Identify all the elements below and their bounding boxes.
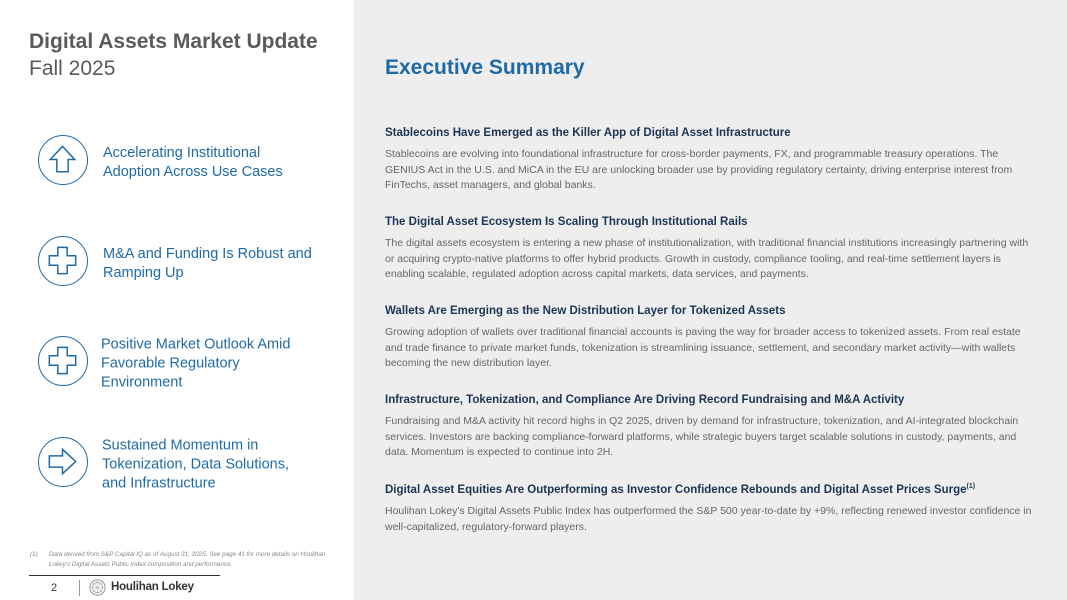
brand-name: Houlihan Lokey [111, 581, 194, 593]
summary-body: Fundraising and M&A activity hit record highs in Q2 2025, driven by demand for infrastructure, tokenization, and AI-integrated blockchain services. Investors are backing compliance-forward platforms, while strategic buyers target scalable solutions in custody, payments, and data. Momentum is expected to continue into 2H. [385, 415, 1019, 458]
theme-item-tokenization-momentum [38, 437, 338, 493]
summary-body: Growing adoption of wallets over traditional financial accounts is paving the way for broader access to tokenized assets. From real estate and trade finance to private market funds, tokenization is streamlining issuance, settlement, and secondary market activity—with wallets becoming the new distribution layer. [385, 326, 1021, 369]
left-panel [0, 0, 354, 600]
summary-heading: Wallets Are Emerging as the New Distribution Layer for Tokenized Assets [385, 305, 786, 317]
document-title: Digital Assets Market Update [29, 30, 318, 53]
summary-item-equities [385, 482, 1035, 535]
footnote-marker: (1) [30, 551, 38, 558]
footnote-reference: (1) [966, 483, 976, 491]
theme-item-market-outlook [38, 336, 338, 392]
section-title: Executive Summary [385, 56, 585, 79]
summary-heading: Stablecoins Have Emerged as the Killer App of Digital Asset Infrastructure [385, 127, 791, 139]
summary-heading: Infrastructure, Tokenization, and Compliance Are Driving Record Fundraising and M&A Activity [385, 394, 905, 406]
summary-item-wallets [385, 303, 1035, 372]
summary-heading [385, 482, 1035, 498]
plus-icon [38, 336, 88, 386]
summary-heading-text: Digital Asset Equities Are Outperforming as Investor Confidence Rebounds and Digital Asset Prices Surge [385, 484, 967, 496]
theme-label: Sustained Momentum in Tokenization, Data Solutions, and Infrastructure [102, 437, 289, 492]
theme-item-ma-funding [38, 236, 338, 292]
footer-separator [79, 580, 80, 596]
up-arrow-icon [38, 135, 88, 185]
theme-label: Positive Market Outlook Amid Favorable Regulatory Environment [101, 336, 291, 391]
summary-body: Stablecoins are evolving into foundational infrastructure for cross-border payments, FX, and programmable treasury operations. The GENIUS Act in the U.S. and MiCA in the EU are unlocking broader use by providing regulatory certainty, driving enterprise interest from FinTechs, asset managers, and global banks. [385, 148, 1013, 191]
document-subtitle: Fall 2025 [29, 57, 116, 80]
summary-body: Houlihan Lokey's Digital Assets Public Index has outperformed the S&P 500 year-to-date by +9%, reflecting renewed investor confidence in well-capitalized, regulatory-forward players. [385, 505, 1032, 533]
theme-label: Accelerating Institutional Adoption Across Use Cases [103, 145, 283, 180]
plus-icon [38, 236, 88, 286]
right-panel [354, 0, 1067, 600]
summary-item-stablecoins [385, 125, 1035, 194]
theme-item-institutional-adoption [38, 135, 338, 191]
right-arrow-icon [38, 437, 88, 487]
houlihan-lokey-logo-icon [89, 579, 106, 596]
summary-item-fundraising [385, 392, 1035, 461]
summary-body: The digital assets ecosystem is entering a new phase of institutionalization, with traditional financial institutions increasingly partnering with or acquiring crypto-native platforms to offer hybrid products. Growth in custody, compliance tooling, and real-time settlement layers is enabling scalable, regulated adoption across capital markets, data services, and payments. [385, 237, 1029, 280]
summary-heading: The Digital Asset Ecosystem Is Scaling Through Institutional Rails [385, 216, 748, 228]
footnote-text: Data derived from S&P Capital IQ as of August 31, 2025. See page 41 for more details on Houlihan Lokey's Digital Assets Public Index composition and performance. [49, 551, 326, 568]
theme-label: M&A and Funding Is Robust and Ramping Up [103, 246, 312, 281]
summary-item-ecosystem [385, 214, 1035, 283]
footer-divider [29, 575, 220, 576]
page-number: 2 [51, 582, 58, 594]
